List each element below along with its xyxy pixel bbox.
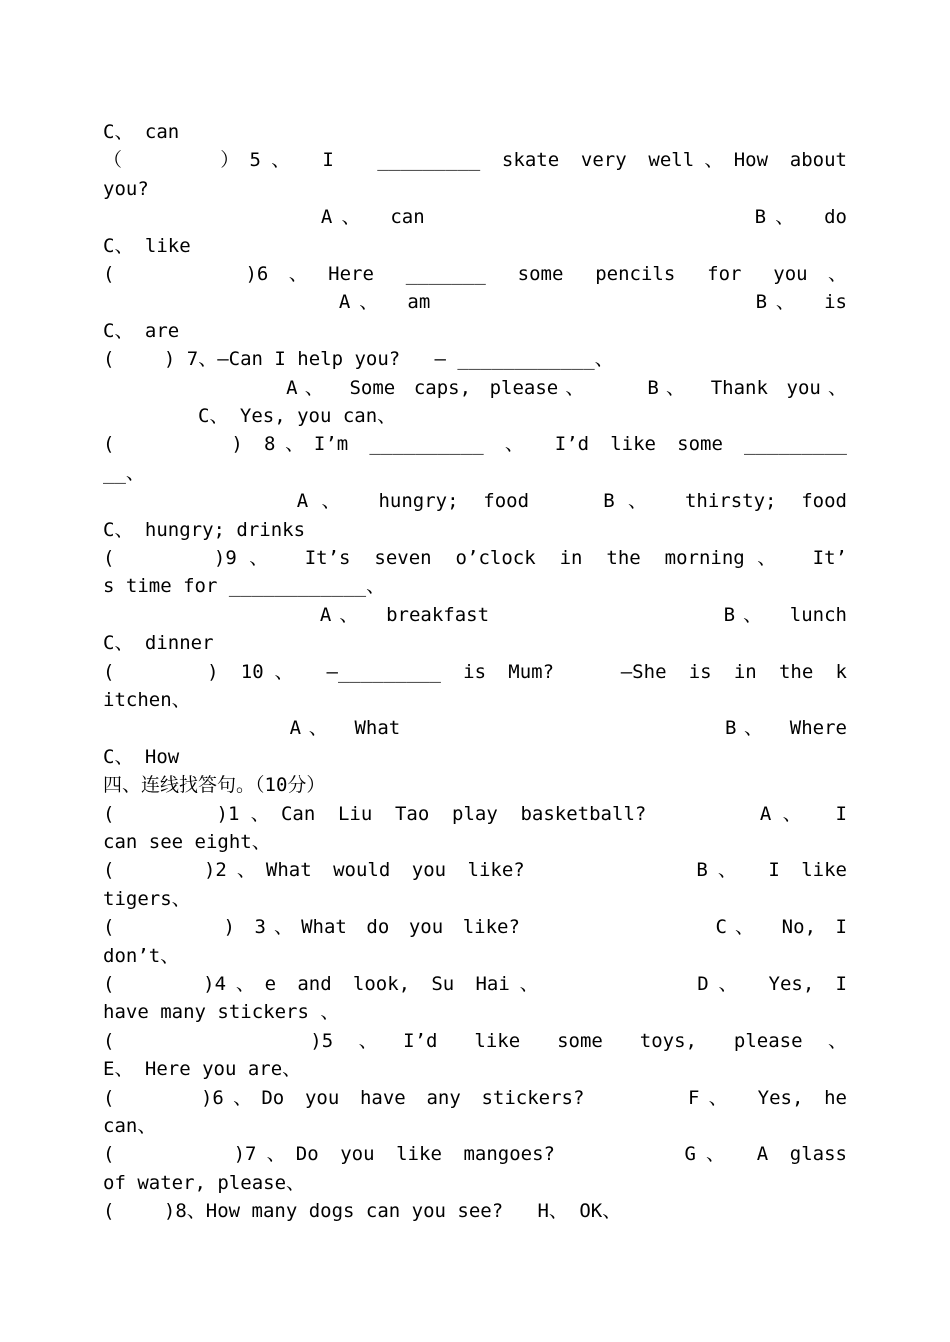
text-line: C、 are <box>103 319 180 342</box>
text-line: can、 <box>103 1115 157 1137</box>
text-line: A、 am B、 is <box>103 291 847 314</box>
text-line: C、 hungry; drinks <box>103 518 306 541</box>
text-line: C、 like <box>103 234 191 257</box>
text-line: ( )5、I’d like some toys, please、 <box>103 1029 847 1052</box>
text-line: ( )7、Do you like mangoes? G、 A glass <box>103 1143 847 1166</box>
text-line: ( ) 3、What do you like? C、 No, I <box>103 916 847 939</box>
text-line: itchen、 <box>103 689 191 711</box>
text-line: you? <box>103 177 149 200</box>
text-line: C、 Yes, you can、 <box>103 405 397 427</box>
text-line: ( )6、Here _______ some pencils for you、 <box>103 263 847 285</box>
text-line: C、 dinner <box>103 632 214 655</box>
text-line: E、 Here you are、 <box>103 1058 302 1081</box>
text-line: A、 Some caps, please、 B、 Thank you、 <box>103 376 847 399</box>
text-line: A、 hungry; food B、 thirsty; food <box>103 490 847 513</box>
text-line: ( )4、e and look, Su Hai、 D、 Yes, I <box>103 973 847 995</box>
text-line: ( )2、What would you like? B、 I like <box>103 859 847 882</box>
text-line: of water, please、 <box>103 1171 306 1194</box>
text-line: （ ）5、 I _________ skate very well、How about <box>103 149 847 172</box>
text-line: can see eight、 <box>103 831 271 853</box>
text-line: A、 can B、 do <box>103 206 847 229</box>
text-line: tigers、 <box>103 887 191 910</box>
text-line: ( )6、Do you have any stickers? F、 Yes, he <box>103 1086 847 1109</box>
text-line: ( ) 8、I’m __________ 、 I’d like some _________ <box>103 433 847 456</box>
text-line: have many stickers 、 <box>103 1001 340 1024</box>
text-line: ( )9、 It’s seven o’clock in the morning、 It’ <box>103 547 847 569</box>
text-line: ( ) 10、 —_________ is Mum? —She is in the k <box>103 660 847 683</box>
text-line: don’t、 <box>103 944 180 967</box>
text-line: A、 breakfast B、 lunch <box>103 603 847 626</box>
text-line: ( )1、Can Liu Tao play basketball? A、 I <box>103 802 847 825</box>
text-line: C、 How <box>103 745 180 768</box>
text-line: 四、连线找答句。（10分） <box>103 774 326 797</box>
text-line: A、 What B、 Where <box>103 717 847 740</box>
text-line: ( )8、How many dogs can you see? H、 OK、 <box>103 1200 622 1223</box>
text-line: ( ) 7、—Can I help you? — ____________、 <box>103 348 614 371</box>
text-line: s time for ____________、 <box>103 575 386 598</box>
text-line: __、 <box>103 461 145 484</box>
text-line: C、 can <box>103 121 180 143</box>
